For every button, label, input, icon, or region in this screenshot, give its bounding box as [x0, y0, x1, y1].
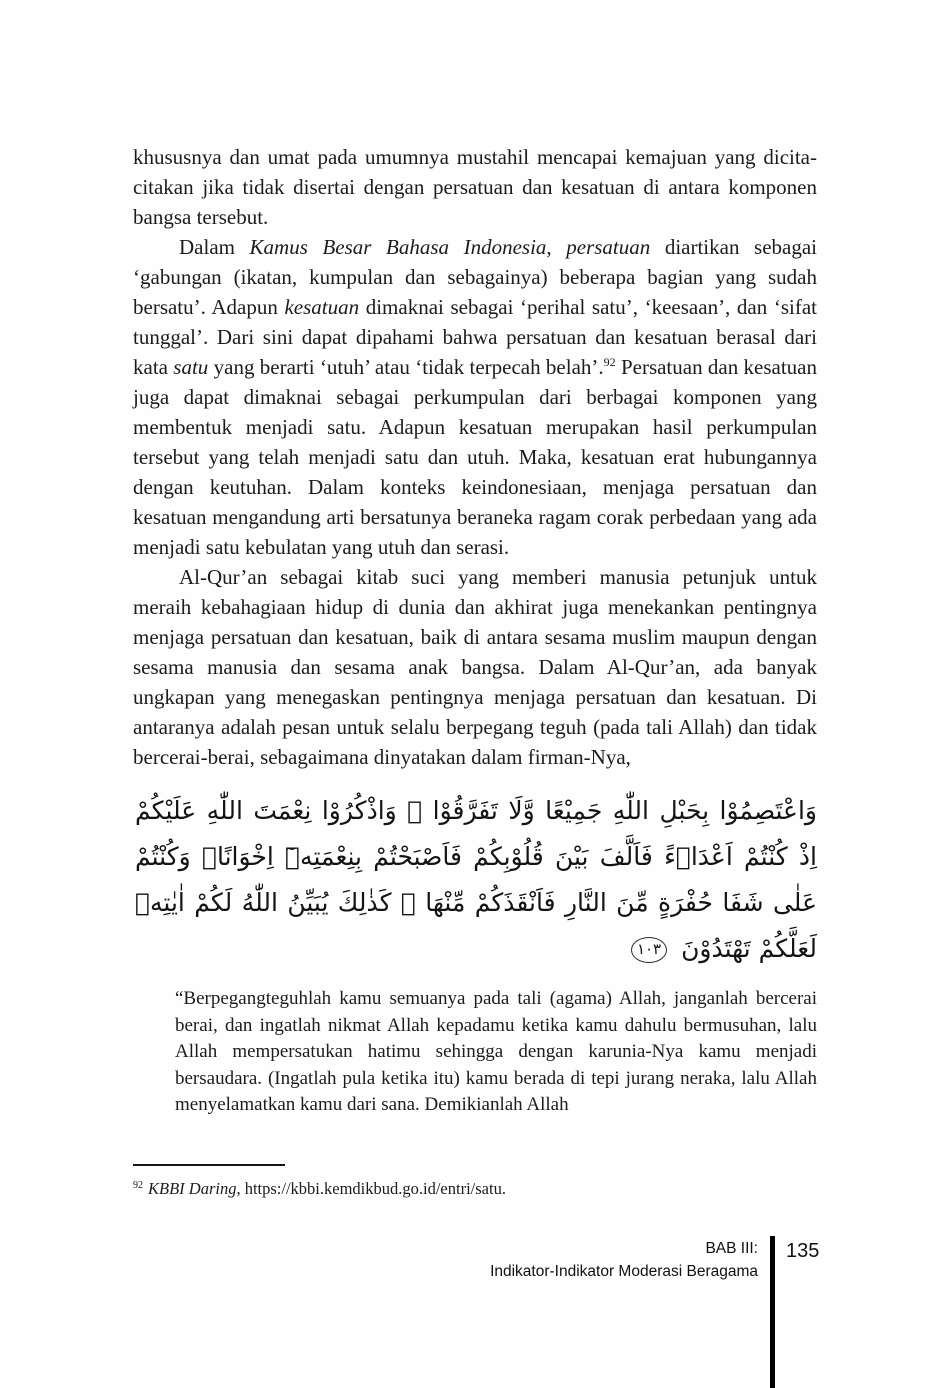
- page-content: [133, 142, 817, 1119]
- footnote-marker: 92: [133, 1179, 143, 1191]
- footer-chapter-title: [360, 1237, 758, 1283]
- footer-chapter-line2: Indikator-Indikator Moderasi Beragama: [490, 1263, 758, 1280]
- footer-page-number: 135: [786, 1240, 820, 1262]
- verse-translation: “Berpegangteguhlah kamu semuanya pada tali (agama) Allah, janganlah bercerai berai, dan ingatlah nikmat Allah kepadamu ketika kamu dahulu bermusuhan, lalu Allah mempersatukan hatimu sehingga dengan karunia-Nya kamu menjadi bersaudara. (Ingatlah pula ketika itu) kamu berada di tepi jurang neraka, lalu Allah menyelamatkan kamu dari sana. Demikianlah Allah: [175, 988, 817, 1115]
- ayah-number-ornament: ١٠٣: [631, 937, 667, 963]
- footer-vertical-bar: [770, 1236, 775, 1388]
- quran-verse-text: وَاعْتَصِمُوْا بِحَبْلِ اللّٰهِ جَمِيْعًا وَّلَا تَفَرَّقُوْا ۖ وَاذْكُرُوْا نِعْمَتَ اللّٰهِ عَلَيْكُمْ اِذْ كُنْتُمْ اَعْدَاۤءً فَاَلَّفَ بَيْنَ قُلُوْبِكُمْ فَاَصْبَحْتُمْ بِنِعْمَتِهٖٓ اِخْوَانًاۚ وَكُنْتُمْ عَلٰى شَفَا حُفْرَةٍ مِّنَ النَّارِ فَاَنْقَذَكُمْ مِّنْهَا ۗ كَذٰلِكَ يُبَيِّنُ اللّٰهُ لَكُمْ اٰيٰتِهٖ لَعَلَّكُمْ تَهْتَدُوْنَ: [135, 796, 817, 963]
- footnote: [133, 1178, 817, 1200]
- quran-verse-arabic: [133, 788, 817, 972]
- paragraph-continuation: khususnya dan umat pada umumnya mustahil mencapai kemajuan yang dicita-citakan jika tidak disertai dengan persatuan dan kesatuan di antara komponen bangsa tersebut.: [133, 145, 817, 229]
- body-text: [133, 142, 817, 772]
- paragraph-quran-intro: Al-Qur’an sebagai kitab suci yang memberi manusia petunjuk untuk meraih kebahagiaan hidup di dunia dan akhirat juga menekankan pentingnya menjaga persatuan dan kesatuan, baik di antara sesama muslim maupun dengan sesama manusia dan sesama anak bangsa. Dalam Al-Qur’an, ada banyak ungkapan yang menegaskan pentingnya menjaga persatuan dan kesatuan. Di antaranya adalah pesan untuk selalu berpegang teguh (pada tali Allah) dan tidak bercerai-berai, sebagaimana dinyatakan dalam firman-Nya,: [133, 565, 817, 769]
- footnote-text: KBBI Daring, https://kbbi.kemdikbud.go.id/entri/satu.: [148, 1179, 506, 1198]
- footer-chapter-line1: BAB III:: [705, 1240, 758, 1257]
- footnote-divider: [133, 1164, 285, 1166]
- paragraph-definition: Dalam Kamus Besar Bahasa Indonesia, persatuan diartikan sebagai ‘gabungan (ikatan, kumpulan dan sebagainya) beberapa bagian yang sudah bersatu’. Adapun kesatuan dimaknai sebagai ‘perihal satu’, ‘keesaan’, dan ‘sifat tunggal’. Dari sini dapat dipahami bahwa persatuan dan kesatuan berasal dari kata satu yang berarti ‘utuh’ atau ‘tidak terpecah belah’.$^{92}$ Persatuan dan kesatuan juga dapat dimaknai sebagai perkumpulan dari berbagai komponen yang membentuk menjadi satu. Adapun kesatuan merupakan hasil perkumpulan tersebut yang telah menjadi satu dan utuh. Maka, kesatuan erat hubungannya dengan keutuhan. Dalam konteks keindonesiaan, menjaga persatuan dan kesatuan mengandung arti bersatunya beraneka ragam corak perbedaan yang ada menjadi satu kebulatan yang utuh dan serasi.: [133, 235, 817, 559]
